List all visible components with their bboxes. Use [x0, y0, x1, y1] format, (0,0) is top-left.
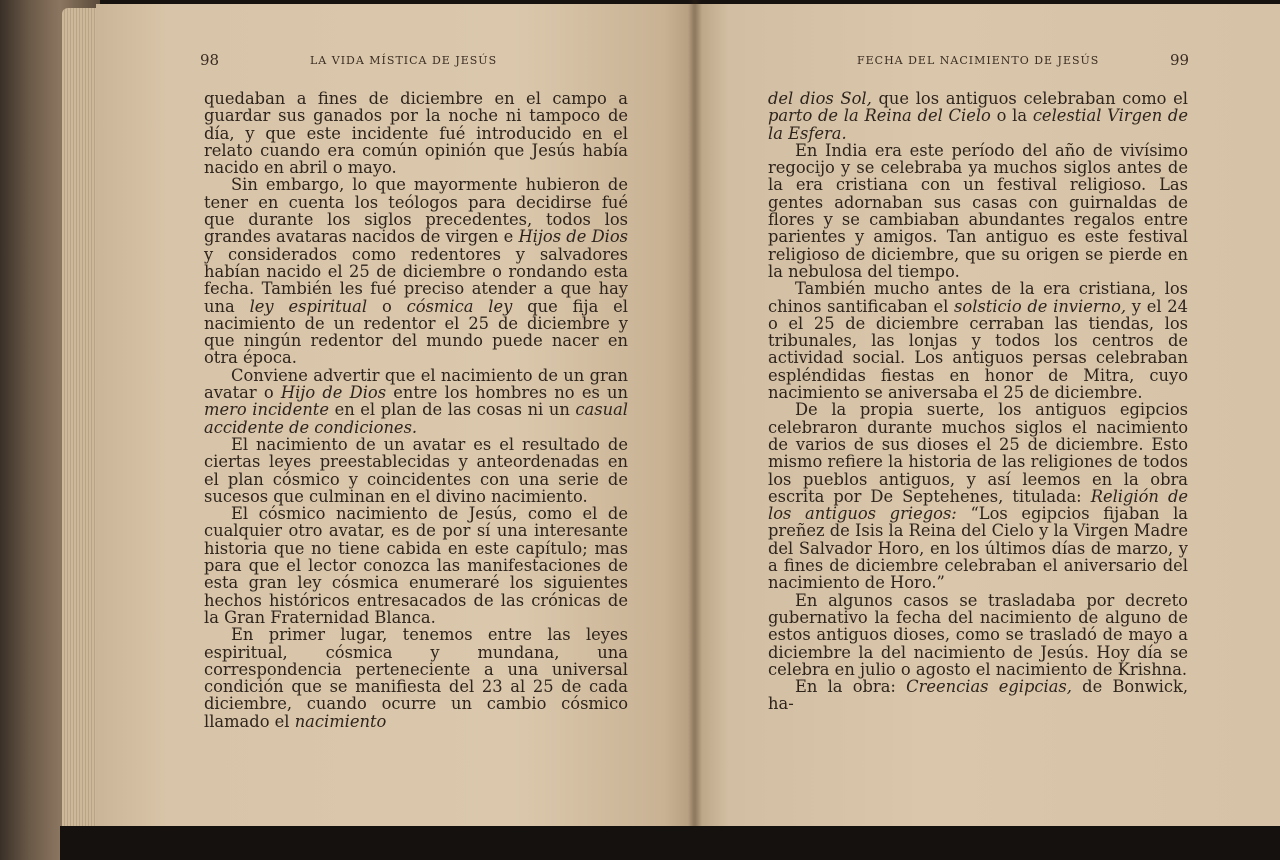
italic-run: mero incidente — [204, 400, 329, 420]
italic-run: ley espiritual — [249, 296, 368, 316]
text-run: entre los hombres no es un — [386, 383, 628, 403]
bottom-shadow — [60, 826, 1280, 860]
text-run: y considerados como redentores y salvadores habían nacido el 25 de diciembre o rondando esta fecha. También les fué preciso atender a que hay una — [204, 244, 628, 316]
italic-run: casual accidente de condiciones. — [204, 400, 628, 437]
paragraph — [204, 626, 628, 730]
italic-run: Creencias egipcias, — [906, 677, 1072, 697]
paragraph — [204, 90, 628, 176]
text-run: o la — [990, 106, 1033, 126]
text-run: De la propia suerte, los antiguos egipcios celebraron durante muchos siglos el nacimiento de varios de sus dioses el 25 de diciembre. Esto mismo refiere la historia de las religiones de todos los pueblos antiguos, y así leemos en la obra escrita por De Septehenes, titulada: — [768, 400, 1188, 506]
paragraph — [768, 280, 1188, 401]
left-page-number: 98 — [200, 51, 220, 69]
italic-run: cósmica ley — [406, 296, 513, 316]
paragraph — [204, 176, 628, 366]
paragraph — [204, 367, 628, 436]
book-gutter — [688, 0, 702, 830]
italic-run: Religión de los antiguos griegos: — [768, 486, 1189, 524]
text-run: “Los egipcios fijaban la preñez de Isis la Reina del Cielo y la Virgen Madre del Salvador Horo, en los últimos días de marzo, y a fines de diciembre celebraban el aniversario del nacimiento de Horo.” — [768, 504, 1188, 593]
right-page — [694, 4, 1280, 826]
text-run: El nacimiento de un avatar es el resultado de ciertas leyes preestablecidas y anteordenadas en el plan cósmico y coincidentes con una serie de sucesos que culminan en el divino nacimiento. — [204, 434, 628, 506]
text-run: El cósmico nacimiento de Jesús, como el de cualquier otro avatar, es de por sí una interesante historia que no tiene cabida en este capítulo; mas para que el lector conozca las manifestaciones de esta gran ley cósmica enumeraré los siguientes hechos históricos entresacados de las crónicas de la Gran Fraternidad Blanca. — [204, 504, 628, 627]
text-run: de Bonwick, ha- — [768, 677, 1188, 714]
paragraph — [768, 90, 1188, 142]
right-page-text — [768, 90, 1188, 713]
text-run: que fija el nacimiento de un redentor el 25 de diciembre y que ningún redentor del mundo puede nacer en otra época. — [204, 296, 629, 368]
italic-run: Hijo de Dios — [280, 383, 387, 403]
text-run: En primer lugar, tenemos entre las leyes espiritual, cósmica y mundana, una correspondencia perteneciente a una universal condición que se manifiesta del 23 al 25 de cada diciembre, cuando ocurre un cambio cósmico llamado el — [204, 625, 628, 731]
italic-run: solsticio de invierno, — [954, 296, 1127, 316]
text-run: En India era este período del año de vivísimo regocijo y se celebraba ya muchos siglos antes de la era cristiana con un festival religioso. Las gentes adornaban sus casas con guirnaldas de flores y se cambiaban abundantes regalos entre parientes y amigos. Tan antiguo es este festival religioso de diciembre, que su origen se pierde en la nebulosa del tiempo. — [768, 140, 1188, 281]
text-run: quedaban a fines de diciembre en el campo a guardar sus ganados por la noche ni tampoco de día, y que este incidente fué introducido en el relato cuando era común opinión que Jesús había nacido en abril o mayo. — [204, 89, 628, 178]
italic-run: nacimiento — [294, 711, 387, 731]
paragraph — [768, 401, 1188, 591]
left-page — [96, 4, 694, 826]
italic-run: Hijos de Dios — [518, 227, 629, 247]
paragraph — [768, 678, 1188, 713]
text-run: En la obra: — [795, 677, 907, 697]
text-run: Sin embargo, lo que mayormente hubieron de tener en cuenta los teólogos para decidirse fué que durante los siglos precedentes, todos los grandes avataras nacidos de virgen e — [204, 175, 628, 247]
paragraph — [204, 436, 628, 505]
left-running-head: LA VIDA MÍSTICA DE JESÚS — [310, 54, 498, 67]
text-run: en el plan de las cosas ni un — [329, 400, 576, 420]
right-page-number: 99 — [1170, 51, 1190, 69]
paragraph — [768, 592, 1188, 678]
paragraph — [768, 142, 1188, 280]
italic-run: parto de la Reina del Cielo — [768, 106, 991, 126]
text-run: También mucho antes de la era cristiana, los chinos santificaban el — [768, 279, 1188, 316]
text-run: que los antiguos celebraban como el — [871, 89, 1188, 108]
right-running-head: FECHA DEL NACIMIENTO DE JESÚS — [857, 54, 1100, 67]
left-page-text — [204, 90, 628, 730]
paragraph — [204, 505, 628, 626]
italic-run: celestial Virgen de la Esfera. — [768, 106, 1188, 143]
text-run: Conviene advertir que el nacimiento de un gran avatar o — [204, 365, 628, 403]
text-run: En algunos casos se trasladaba por decreto gubernativo la fecha del nacimiento de alguno de estos antiguos dioses, como se trasladó de mayo a diciembre la del nacimiento de Jesús. Hoy día se celebra en julio o agosto el nacimiento de Krishna. — [768, 590, 1188, 679]
text-run: o — [367, 296, 407, 316]
text-run: y el 24 o el 25 de diciembre cerraban las tiendas, los tribunales, las lonjas y todos los centros de actividad social. Los antiguos persas celebraban espléndidas fiestas en honor de Mitra, cuyo nacimiento se aniversaba el 25 de diciembre. — [768, 296, 1188, 403]
italic-run: del dios Sol, — [768, 89, 872, 108]
